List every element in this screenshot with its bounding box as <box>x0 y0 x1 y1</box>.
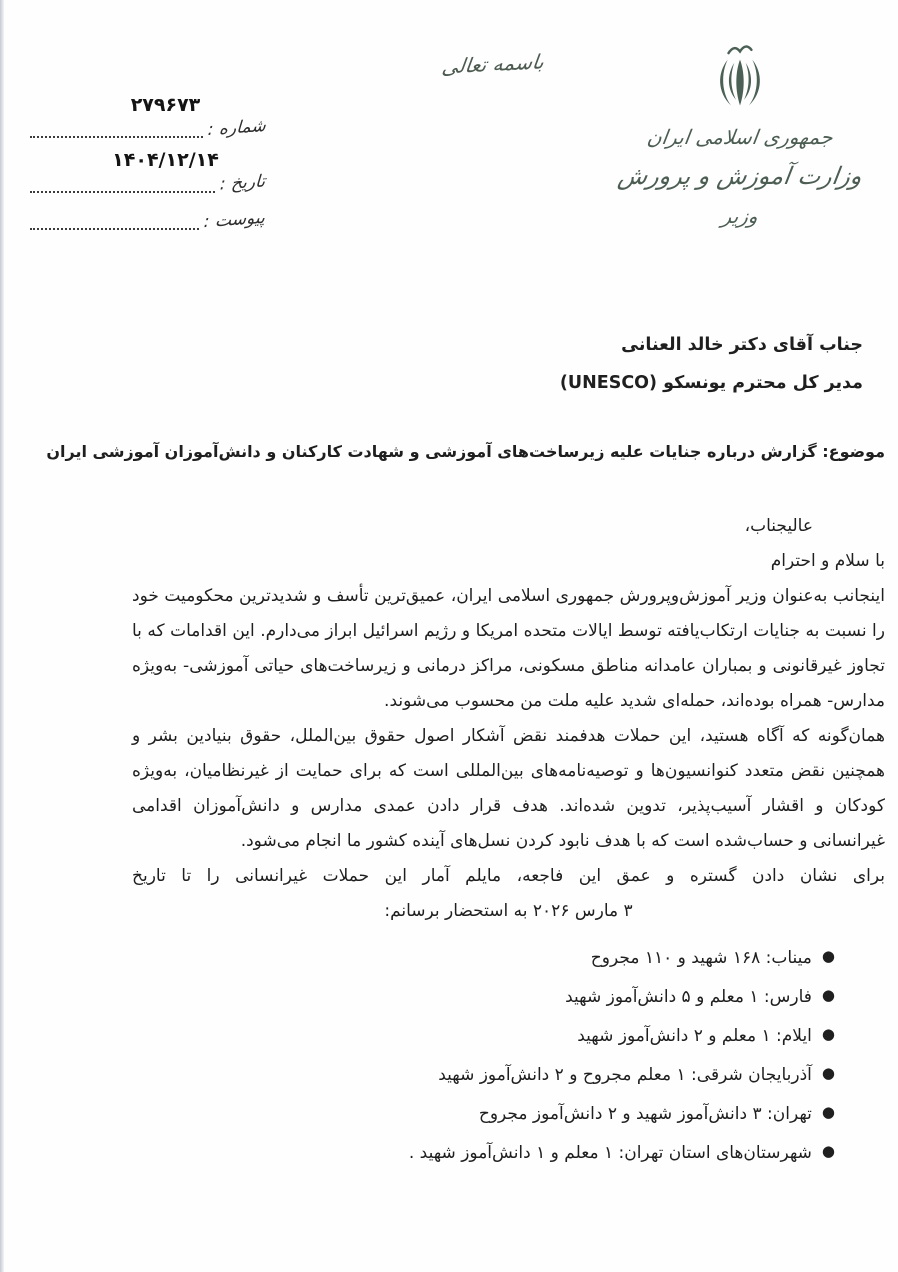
letterhead-minister-title: وزیر <box>720 204 760 228</box>
salutation: عالیجناب، <box>744 516 813 536</box>
paragraph-2: همان‌گونه که آگاه هستید، این حملات هدفمند نقض آشکار اصول حقوق بین‌الملل، حقوق بنیادین بشر و همچنین نقض متعدد کنوانسیون‌ها و توصیه‌نامه‌های بین‌المللی است که برای حمایت از غیرنظامیان، به‌ویژه کودکان و اقشار آسیب‌پذیر، تدوین شده‌اند. هدف قرار دادن عمدی مدارس و دانش‌آموزان اقدامی غیرانسانی و حساب‌شده است که با هدف نابود کردن نسل‌های آینده کشور ما انجام می‌شود. <box>132 726 885 851</box>
ref-attachment-row <box>30 202 266 233</box>
ref-date-row <box>30 147 265 193</box>
bullet-icon: ● <box>821 1142 835 1160</box>
bullet-icon: ● <box>821 947 835 965</box>
letter-body <box>46 326 885 1173</box>
ref-number-dotted-line <box>30 123 203 138</box>
casualty-text: تهران: ۳ دانش‌آموز شهید و ۲ دانش‌آموز مجروح <box>478 1104 812 1124</box>
casualty-text: میناب: ۱۶۸ شهید و ۱۱۰ مجروح <box>590 948 812 968</box>
casualty-list <box>132 939 885 1173</box>
letterhead-ministry: وزارت آموزش و پرورش <box>616 162 864 190</box>
ref-date-value: ۱۴۰۴/۱۲/۱۴ <box>112 149 219 171</box>
letterhead-country: جمهوری اسلامی ایران <box>645 125 835 149</box>
reference-block <box>30 92 265 239</box>
bismillah: باسمه تعالی <box>440 49 546 79</box>
ref-date-label: تاریخ : <box>219 171 266 195</box>
casualty-text: فارس: ۱ معلم و ۵ دانش‌آموز شهید <box>565 987 812 1007</box>
subject-line: موضوع: گزارش درباره جنایات علیه زیرساخت‌های آموزشی و شهادت کارکنان و دانش‌آموزان آموزشی ایران <box>46 442 885 461</box>
paragraph-3-line-2: ۳ مارس ۲۰۲۶ به استحضار برسانم: <box>384 901 633 921</box>
casualty-text: شهرستان‌های استان تهران: ۱ معلم و ۱ دانش‌آموز شهید . <box>408 1143 812 1163</box>
ref-attachment-label: پیوست : <box>203 207 266 233</box>
recipient-title: مدیر کل محترم یونسکو (UNESCO) <box>559 373 863 393</box>
bullet-icon: ● <box>821 1064 835 1082</box>
ref-date-dotted-line <box>30 178 215 193</box>
letterhead-block <box>600 40 880 234</box>
scan-edge-artifact <box>0 0 4 1272</box>
ref-attachment-value <box>30 202 265 210</box>
ref-number-row <box>30 92 265 138</box>
casualty-item-ilam <box>132 1017 885 1056</box>
casualty-item-tehran <box>132 1095 885 1134</box>
casualty-text: ایلام: ۱ معلم و ۲ دانش‌آموز شهید <box>577 1026 812 1046</box>
bullet-icon: ● <box>821 1103 835 1121</box>
paragraph-1: اینجانب به‌عنوان وزیر آموزش‌وپرورش جمهوری اسلامی ایران، عمیق‌ترین تأسف و شدیدترین محکومیت خود را نسبت به جنایات ارتکاب‌یافته توسط ایالات متحده امریکا و رژیم اسرائیل ابراز می‌دارم. این اقدامات که با تجاوز غیرقانونی و بمباران عامدانه مناطق مسکونی، مراکز درمانی و زیرساخت‌های حیاتی آموزشی- به‌ویژه مدارس- همراه بوده‌اند، حمله‌ای شدید علیه ملت من محسوب می‌شوند. <box>132 586 885 711</box>
ref-number-label: شماره : <box>206 116 266 140</box>
casualty-item-tehran-counties <box>132 1134 885 1173</box>
casualty-item-east-azerbaijan <box>132 1056 885 1095</box>
casualty-item-minab <box>132 939 885 978</box>
bullet-icon: ● <box>821 986 835 1004</box>
greeting: با سلام و احترام <box>770 551 885 571</box>
bullet-icon: ● <box>821 1025 835 1043</box>
ref-number-value: ۲۷۹۶۷۳ <box>130 94 201 116</box>
paragraph-3-line-1: برای نشان دادن گستره و عمق این فاجعه، مایلم آمار این حملات غیرانسانی را تا تاریخ <box>132 866 885 886</box>
iran-emblem-icon <box>707 40 773 112</box>
ref-attachment-dotted-line <box>30 215 199 230</box>
casualty-item-fars <box>132 978 885 1017</box>
recipient-name: جناب آقای دکتر خالد العنانی <box>621 335 863 355</box>
casualty-text: آذربایجان شرقی: ۱ معلم مجروح و ۲ دانش‌آموز شهید <box>438 1065 812 1085</box>
